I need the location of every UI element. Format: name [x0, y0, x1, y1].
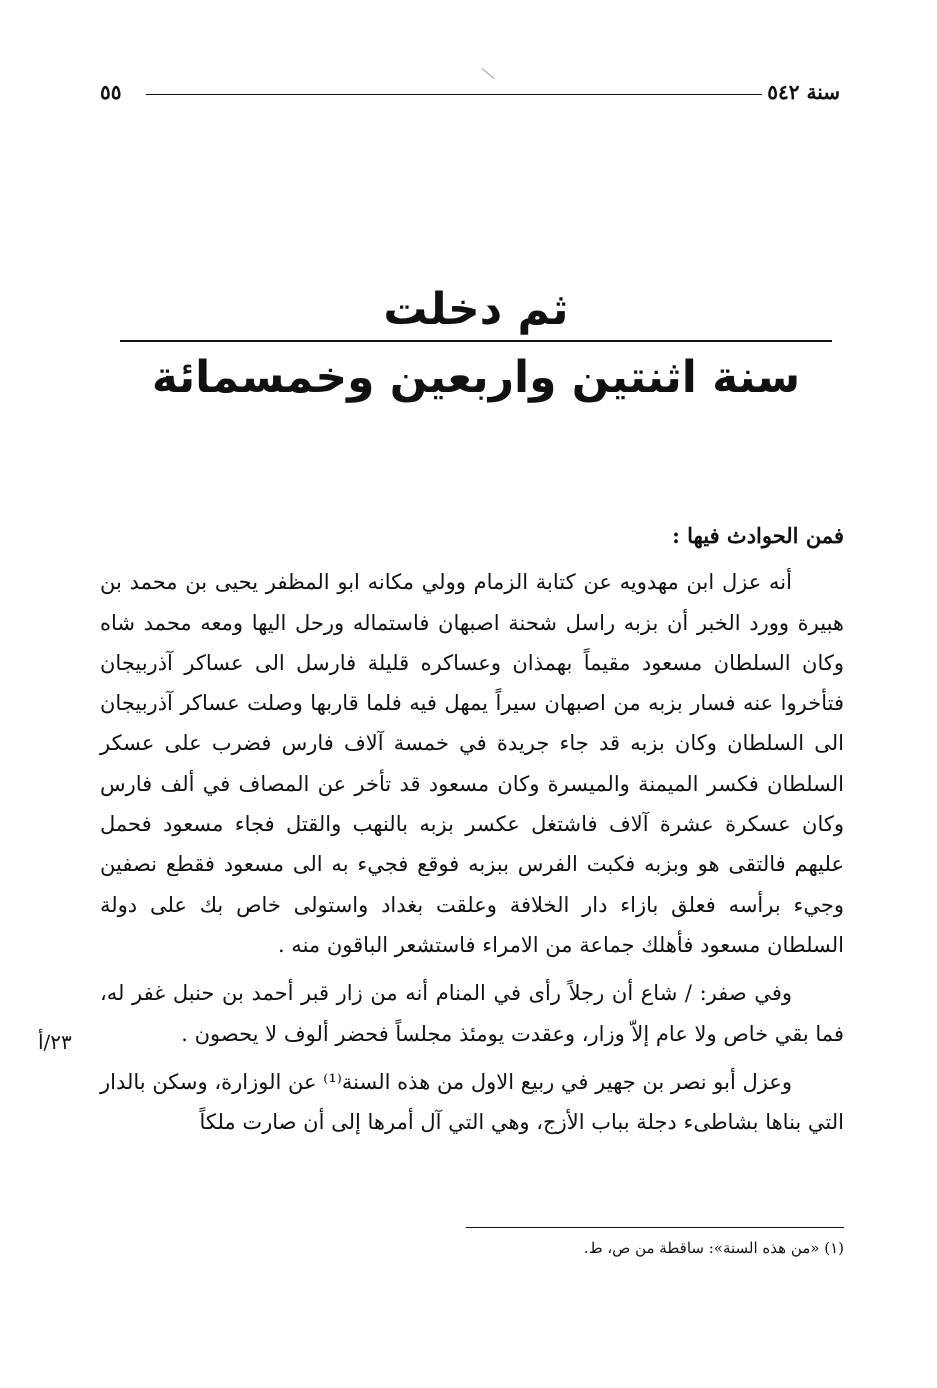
body-text — [100, 516, 844, 1142]
page-number: ٥٥ — [100, 80, 122, 104]
paragraph: وفي صفر: / شاع أن رجلاً رأى في المنام أنه من زار قبر أحمد بن حنبل غفر له، فما بقي خاص ولا عام إلاّ وزار، وعقدت يومئذ مجلساً فحضر ألوف لا يحصون . — [100, 981, 844, 1046]
running-head: سنة ٥٤٢ — [767, 80, 840, 104]
footnote: (١) «من هذه السنة»: ساقطة من ص، ط. — [583, 1239, 844, 1257]
page-header — [100, 78, 840, 108]
header-rule — [146, 94, 762, 95]
paragraph: أنه عزل ابن مهدويه عن كتابة الزمام وولي مكانه ابو المظفر يحيى بن محمد بن هبيرة وورد الخبر أن بزبه راسل شحنة اصبهان فاستماله ورحل اليها ومعه محمد شاه وكان السلطان مسعود مقيماً بهمذان وعساكره قليلة فارسل الى عساكر آذربيجان فتأخروا عنه فسار بزبه من اصبهان سيراً يمهل فيه فلما قاربها وصلت عساكر آذربيجان الى السلطان وكان بزبه قد جاء جريدة في خمسة آلاف فارس فضرب على عسكر السلطان فكسر الميمنة والميسرة وكان مسعود قد تأخر عن المصاف في ألف فارس وكان عسكرة عشرة آلاف فاشتغل عكسر بزبه بالنهب والقتل فجاء مسعود فحمل عليهم فالتقى هو وبزبه فكبت الفرس ببزبه فوقع فجيء به الى مسعود فقطع نصفين وجيء برأسه فعلق بازاء دار الخلافة وعلقت بغداد واستولى خاص بك على دولة السلطان مسعود فأهلك جماعة من الامراء فاستشعر الباقون منه . — [100, 570, 844, 957]
chapter-title — [120, 280, 832, 410]
margin-note: ٢٣/أ — [38, 1030, 72, 1054]
footnote-rule — [466, 1227, 844, 1228]
title-line-2: سنة اثنتين واربعين وخمسمائة — [151, 352, 801, 403]
title-rule — [120, 340, 832, 342]
paragraph: وعزل أبو نصر بن جهير في ربيع الاول من هذه السنة⁽¹⁾ عن الوزارة، وسكن بالدار التي بناها بشاطىء دجلة بباب الأزج، وهي التي آل أمرها إلى أن صارت ملكاً — [100, 1069, 844, 1135]
title-line-1: ثم دخلت — [383, 284, 569, 335]
section-heading: فمن الحوادث فيها : — [672, 523, 844, 548]
